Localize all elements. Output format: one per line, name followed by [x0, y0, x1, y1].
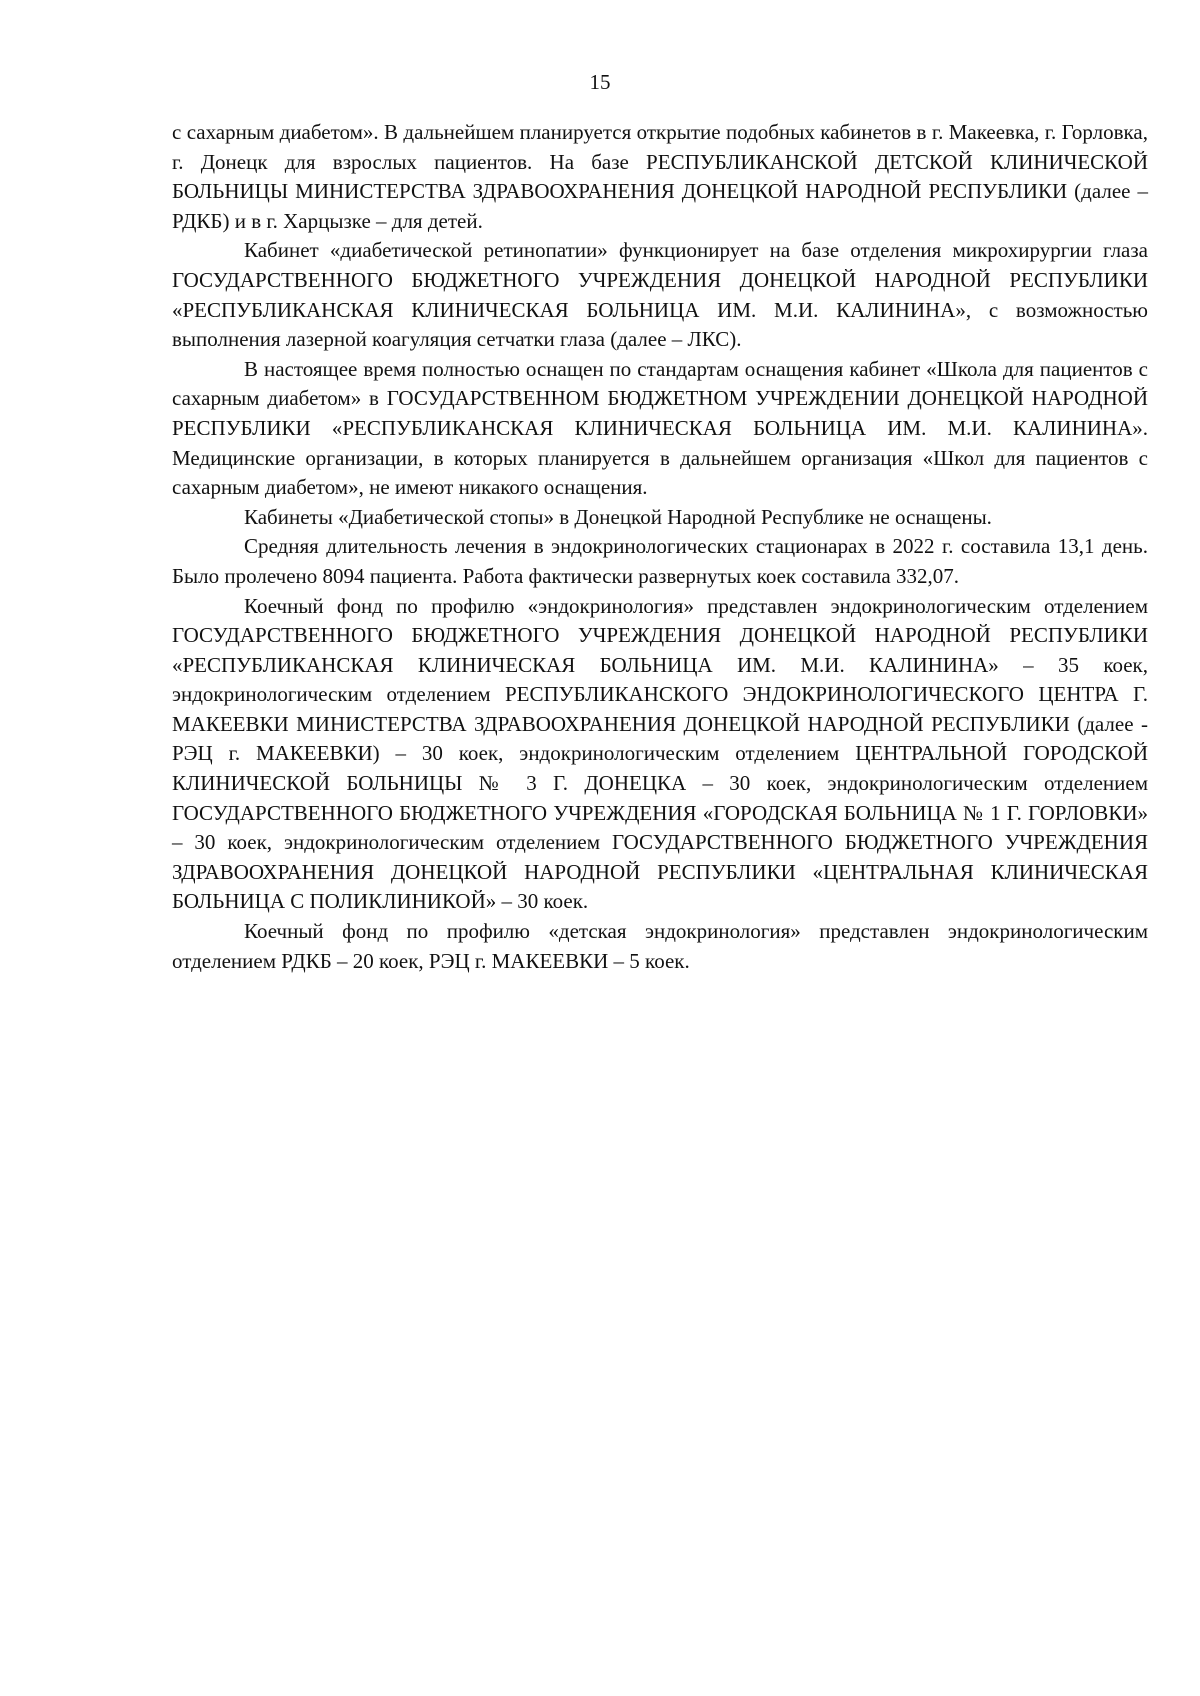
paragraph-diabetes-school: В настоящее время полностью оснащен по стандартам оснащения кабинет «Школа для пациентов с сахарным диабетом» в ГОСУДАРСТВЕННОМ БЮДЖЕТНОМ УЧРЕЖДЕНИИ ДОНЕЦКОЙ НАРОДНОЙ РЕСПУБЛИКИ «РЕСПУБЛИКАНСКАЯ КЛИНИЧЕСКАЯ БОЛЬНИЦА ИМ. М.И. КАЛИНИНА». Медицинские организации, в которых планируется в дальнейшем организация «Школ для пациентов с сахарным диабетом», не имеют никакого оснащения.	[172, 356, 1148, 500]
paragraph-retinopathy-cabinet: Кабинет «диабетической ретинопатии» функционирует на базе отделения микрохирургии глаза ГОСУДАРСТВЕННОГО БЮДЖЕТНОГО УЧРЕЖДЕНИЯ ДОНЕЦКОЙ НАРОДНОЙ РЕСПУБЛИКИ «РЕСПУБЛИКАНСКАЯ КЛИНИЧЕСКАЯ БОЛЬНИЦА ИМ. М.И. КАЛИНИНА», с возможностью выполнения лазерной коагуляция сетчатки глаза (далее – ЛКС).	[172, 238, 1148, 352]
paragraph-diabetic-foot: Кабинеты «Диабетической стопы» в Донецкой Народной Республике не оснащены.	[244, 504, 992, 529]
paragraph-treatment-duration: Средняя длительность лечения в эндокринологических стационарах в 2022 г. составила 13,1 день. Было пролечено 8094 пациента. Работа фактически развернутых коек составила 332,07.	[172, 534, 1148, 588]
page-number: 15	[589, 70, 611, 94]
paragraph-bed-fund-pediatric: Коечный фонд по профилю «детская эндокринология» представлен эндокринологическим отделением РДКБ – 20 коек, РЭЦ г. МАКЕЕВКИ – 5 коек.	[172, 919, 1148, 973]
paragraph-bed-fund-endocrinology: Коечный фонд по профилю «эндокринология» представлен эндокринологическим отделением ГОСУДАРСТВЕННОГО БЮДЖЕТНОГО УЧРЕЖДЕНИЯ ДОНЕЦКОЙ НАРОДНОЙ РЕСПУБЛИКИ «РЕСПУБЛИКАНСКАЯ КЛИНИЧЕСКАЯ БОЛЬНИЦА ИМ. М.И. КАЛИНИНА» – 35 коек, эндокринологическим отделением РЕСПУБЛИКАНСКОГО ЭНДОКРИНОЛОГИЧЕСКОГО ЦЕНТРА Г. МАКЕЕВКИ МИНИСТЕРСТВА ЗДРАВООХРАНЕНИЯ ДОНЕЦКОЙ НАРОДНОЙ РЕСПУБЛИКИ (далее - РЭЦ г. МАКЕЕВКИ) – 30 коек, эндокринологическим отделением ЦЕНТРАЛЬНОЙ ГОРОДСКОЙ КЛИНИЧЕСКОЙ БОЛЬНИЦЫ № 3 Г. ДОНЕЦКА – 30 коек, эндокринологическим отделением ГОСУДАРСТВЕННОГО БЮДЖЕТНОГО УЧРЕЖДЕНИЯ «ГОРОДСКАЯ БОЛЬНИЦА № 1 Г. ГОРЛОВКИ» – 30 коек, эндокринологическим отделением ГОСУДАРСТВЕННОГО БЮДЖЕТНОГО УЧРЕЖДЕНИЯ ЗДРАВООХРАНЕНИЯ ДОНЕЦКОЙ НАРОДНОЙ РЕСПУБЛИКИ «ЦЕНТРАЛЬНАЯ КЛИНИЧЕСКАЯ БОЛЬНИЦА С ПОЛИКЛИНИКОЙ» – 30 коек.	[172, 593, 1148, 914]
paragraph-continuation: с сахарным диабетом». В дальнейшем планируется открытие подобных кабинетов в г. Макеевка, г. Горловка, г. Донецк для взрослых пациентов. На базе РЕСПУБЛИКАНСКОЙ ДЕТСКОЙ КЛИНИЧЕСКОЙ БОЛЬНИЦЫ МИНИСТЕРСТВА ЗДРАВООХРАНЕНИЯ ДОНЕЦКОЙ НАРОДНОЙ РЕСПУБЛИКИ (далее – РДКБ) и в г. Харцызке – для детей.	[172, 120, 1148, 233]
body-text	[172, 118, 1148, 976]
